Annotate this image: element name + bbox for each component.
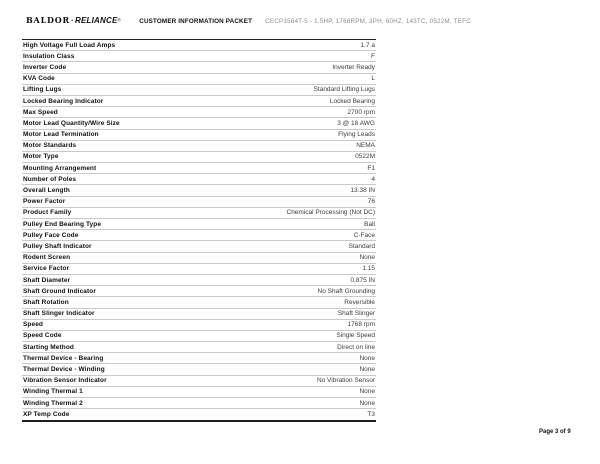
document-title: CUSTOMER INFORMATION PACKET [139, 18, 253, 25]
spec-label: Inverter Code [23, 63, 67, 71]
spec-value: Reversible [344, 298, 375, 306]
spec-label: Lifting Lugs [23, 86, 62, 94]
product-spec-subtitle: CECP3584T-5 - 1.5HP, 1768RPM, 3PH, 60HZ, 143TC, 0522M, TEFC [265, 18, 471, 25]
spec-value: None [359, 399, 375, 407]
spec-value: No Shaft Grounding [317, 287, 375, 295]
spec-label: Overall Length [23, 187, 70, 195]
spec-label: Motor Lead Quantity/Wire Size [23, 119, 120, 127]
spec-value: L [371, 75, 375, 83]
spec-label: Speed [23, 321, 44, 329]
spec-value: Chemical Processing (Not DC) [286, 209, 375, 217]
spec-label: Thermal Device - Winding [23, 366, 105, 374]
spec-row [22, 297, 376, 308]
spec-label: Shaft Ground Indicator [23, 287, 96, 295]
spec-row [22, 331, 376, 342]
spec-row [22, 141, 376, 152]
spec-value: 0522M [355, 153, 375, 161]
spec-value: Single Speed [336, 332, 375, 340]
spec-value: 1.15 [362, 265, 375, 273]
spec-value: NEMA [356, 142, 375, 150]
spec-row [22, 51, 376, 62]
registered-trademark-icon: ® [117, 17, 122, 23]
spec-value: 3 @ 18 AWG [337, 119, 375, 127]
spec-row [22, 163, 376, 174]
spec-table [22, 39, 376, 422]
spec-row [22, 286, 376, 297]
spec-label: Product Family [23, 209, 72, 217]
spec-row [22, 264, 376, 275]
spec-label: Rodent Screen [23, 254, 71, 262]
spec-row [22, 398, 376, 409]
spec-value: Inverter Ready [332, 63, 375, 71]
spec-row [22, 118, 376, 129]
spec-label: Motor Type [23, 153, 59, 161]
spec-label: Vibration Sensor Indicator [23, 377, 107, 385]
spec-row [22, 208, 376, 219]
document-header [26, 15, 471, 25]
spec-value: None [359, 254, 375, 262]
spec-value: C-Face [353, 231, 375, 239]
spec-value: Standard Lifting Lugs [313, 86, 375, 94]
logo-baldor-text: BALDOR [26, 15, 70, 25]
spec-row [22, 364, 376, 375]
spec-value: 1.7 a [360, 41, 375, 49]
spec-label: Pulley End Bearing Type [23, 220, 102, 228]
spec-label: Motor Lead Termination [23, 131, 99, 139]
spec-label: Power Factor [23, 198, 66, 206]
spec-value: F1 [367, 164, 375, 172]
spec-value: 76 [367, 198, 375, 206]
spec-label: Mounting Arrangement [23, 164, 97, 172]
spec-row [22, 409, 376, 420]
spec-row [22, 342, 376, 353]
spec-value: 4 [371, 175, 375, 183]
spec-value: None [359, 354, 375, 362]
spec-value: None [359, 388, 375, 396]
spec-label: XP Temp Code [23, 411, 70, 419]
spec-row [22, 130, 376, 141]
spec-value: 0.875 IN [350, 276, 375, 284]
spec-label: High Voltage Full Load Amps [23, 41, 116, 49]
spec-row [22, 320, 376, 331]
spec-label: Thermal Device - Bearing [23, 354, 104, 362]
spec-row [22, 96, 376, 107]
spec-value: F [371, 52, 375, 60]
spec-label: KVA Code [23, 75, 55, 83]
spec-row [22, 253, 376, 264]
page-number: Page 3 of 9 [539, 429, 571, 435]
spec-row [22, 107, 376, 118]
spec-row [22, 230, 376, 241]
spec-label: Pulley Shaft Indicator [23, 242, 92, 250]
spec-label: Shaft Slinger Indicator [23, 310, 95, 318]
spec-value: Standard [348, 242, 375, 250]
spec-label: Winding Thermal 1 [23, 388, 83, 396]
spec-value: T3 [367, 411, 375, 419]
spec-row [22, 387, 376, 398]
spec-label: Locked Bearing Indicator [23, 97, 104, 105]
spec-label: Shaft Rotation [23, 298, 69, 306]
spec-label: Service Factor [23, 265, 70, 273]
spec-label: Starting Method [23, 343, 74, 351]
spec-value: Shaft Slinger [337, 310, 375, 318]
logo-dot: · [70, 16, 75, 25]
logo-reliance-text: RELIANCE [75, 16, 118, 25]
spec-label: Insulation Class [23, 52, 75, 60]
spec-label: Pulley Face Code [23, 231, 79, 239]
spec-value: None [359, 366, 375, 374]
spec-row [22, 197, 376, 208]
spec-value: No Vibration Sensor [316, 377, 375, 385]
spec-label: Speed Code [23, 332, 62, 340]
spec-value: Flying Leads [338, 131, 375, 139]
baldor-reliance-logo [26, 15, 121, 25]
spec-row [22, 174, 376, 185]
spec-value: Ball [364, 220, 375, 228]
spec-row [22, 275, 376, 286]
spec-row [22, 241, 376, 252]
spec-label: Max Speed [23, 108, 58, 116]
spec-label: Winding Thermal 2 [23, 399, 83, 407]
spec-row [22, 309, 376, 320]
spec-row [22, 74, 376, 85]
spec-label: Shaft Diameter [23, 276, 71, 284]
spec-row [22, 40, 376, 51]
spec-label: Motor Standards [23, 142, 77, 150]
spec-value: Locked Bearing [329, 97, 375, 105]
spec-value: 1768 rpm [347, 321, 375, 329]
spec-row [22, 62, 376, 73]
spec-label: Number of Poles [23, 175, 77, 183]
spec-row [22, 185, 376, 196]
spec-row [22, 85, 376, 96]
spec-row [22, 376, 376, 387]
spec-value: 13.38 IN [350, 187, 375, 195]
spec-value: Direct on line [337, 343, 375, 351]
spec-row [22, 152, 376, 163]
spec-row [22, 353, 376, 364]
spec-value: 2700 rpm [347, 108, 375, 116]
spec-row [22, 219, 376, 230]
